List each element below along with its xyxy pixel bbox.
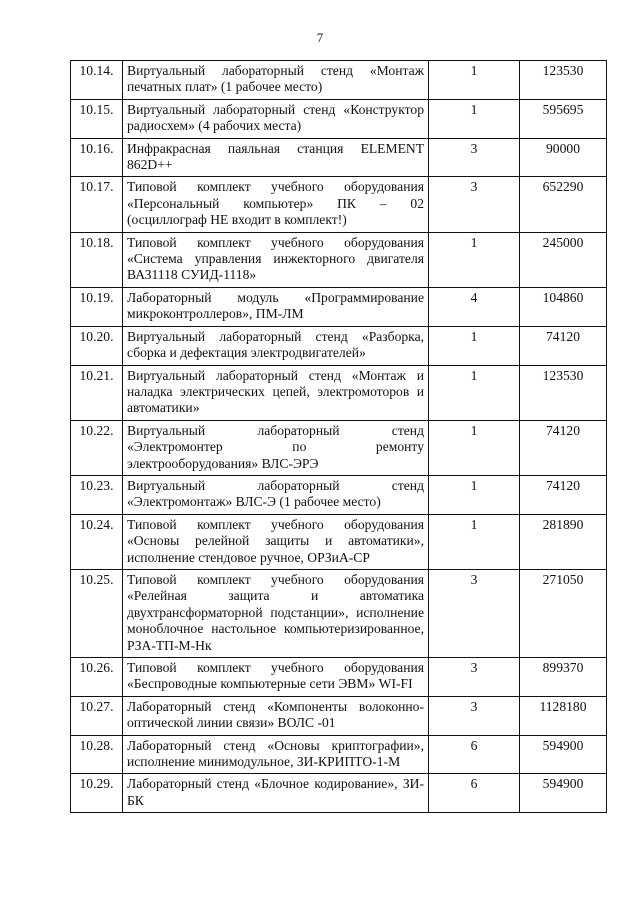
- item-name: Лабораторный модуль «Программирование микроконтроллеров», ПМ-ЛМ: [123, 287, 429, 326]
- item-quantity: 1: [429, 475, 520, 514]
- item-name: Типовой комплект учебного оборудования «Основы релейной защиты и автоматики», исполнение стендовое ручное, ОРЗиА-СР: [123, 514, 429, 569]
- item-price: 899370: [520, 658, 607, 697]
- row-number: 10.28.: [71, 735, 123, 774]
- row-number: 10.14.: [71, 61, 123, 100]
- row-number: 10.22.: [71, 420, 123, 475]
- table-row: [71, 475, 607, 514]
- item-quantity: 1: [429, 326, 520, 365]
- row-number: 10.27.: [71, 696, 123, 735]
- item-quantity: 1: [429, 61, 520, 100]
- item-price: 271050: [520, 569, 607, 657]
- item-quantity: 1: [429, 514, 520, 569]
- item-name: Лабораторный стенд «Основы криптографии», исполнение минимодульное, ЗИ-КРИПТО-1-М: [123, 735, 429, 774]
- item-quantity: 6: [429, 774, 520, 813]
- table-row: [71, 420, 607, 475]
- item-price: 123530: [520, 61, 607, 100]
- item-quantity: 3: [429, 658, 520, 697]
- row-number: 10.16.: [71, 138, 123, 177]
- table-row: [71, 232, 607, 287]
- item-quantity: 3: [429, 696, 520, 735]
- item-name: Виртуальный лабораторный стенд «Монтаж печатных плат» (1 рабочее место): [123, 61, 429, 100]
- item-price: 245000: [520, 232, 607, 287]
- item-price: 74120: [520, 326, 607, 365]
- row-number: 10.18.: [71, 232, 123, 287]
- item-price: 1128180: [520, 696, 607, 735]
- table-row: [71, 365, 607, 420]
- table-row: [71, 696, 607, 735]
- table-row: [71, 287, 607, 326]
- table-row: [71, 99, 607, 138]
- item-quantity: 1: [429, 420, 520, 475]
- item-price: 594900: [520, 735, 607, 774]
- row-number: 10.17.: [71, 177, 123, 232]
- row-number: 10.19.: [71, 287, 123, 326]
- item-price: 74120: [520, 420, 607, 475]
- item-quantity: 1: [429, 365, 520, 420]
- item-quantity: 3: [429, 569, 520, 657]
- equipment-table-body: [71, 61, 607, 813]
- item-price: 594900: [520, 774, 607, 813]
- table-row: [71, 569, 607, 657]
- item-quantity: 6: [429, 735, 520, 774]
- table-row: [71, 177, 607, 232]
- row-number: 10.24.: [71, 514, 123, 569]
- item-name: Типовой комплект учебного оборудования «Релейная защита и автоматика двухтрансформаторной подстанции», исполнение моноблочное настольное компьютеризированное, РЗА-ТП-М-Нк: [123, 569, 429, 657]
- item-price: 90000: [520, 138, 607, 177]
- item-name: Лабораторный стенд «Компоненты волоконно-оптической линии связи» ВОЛС -01: [123, 696, 429, 735]
- item-price: 104860: [520, 287, 607, 326]
- item-name: Типовой комплект учебного оборудования «Система управления инжекторного двигателя ВАЗ1118 СУИД-1118»: [123, 232, 429, 287]
- row-number: 10.29.: [71, 774, 123, 813]
- item-name: Типовой комплект учебного оборудования «Беспроводные компьютерные сети ЭВМ» WI-FI: [123, 658, 429, 697]
- row-number: 10.23.: [71, 475, 123, 514]
- item-price: 652290: [520, 177, 607, 232]
- item-name: Виртуальный лабораторный стенд «Монтаж и наладка электрических цепей, электромоторов и автоматики»: [123, 365, 429, 420]
- item-name: Типовой комплект учебного оборудования «Персональный компьютер» ПК – 02 (осциллограф НЕ входит в комплект!): [123, 177, 429, 232]
- row-number: 10.20.: [71, 326, 123, 365]
- item-price: 595695: [520, 99, 607, 138]
- item-price: 123530: [520, 365, 607, 420]
- item-quantity: 3: [429, 177, 520, 232]
- item-price: 281890: [520, 514, 607, 569]
- item-quantity: 1: [429, 99, 520, 138]
- page-number: 7: [316, 30, 324, 45]
- table-row: [71, 138, 607, 177]
- item-name: Виртуальный лабораторный стенд «Разборка, сборка и дефектация электродвигателей»: [123, 326, 429, 365]
- table-row: [71, 774, 607, 813]
- item-price: 74120: [520, 475, 607, 514]
- item-name: Лабораторный стенд «Блочное кодирование», ЗИ-БК: [123, 774, 429, 813]
- item-name: Виртуальный лабораторный стенд «Конструктор радиосхем» (4 рабочих места): [123, 99, 429, 138]
- item-quantity: 1: [429, 232, 520, 287]
- table-row: [71, 658, 607, 697]
- table-row: [71, 61, 607, 100]
- table-row: [71, 514, 607, 569]
- item-quantity: 4: [429, 287, 520, 326]
- item-name: Инфракрасная паяльная станция ELEMENT 862D++: [123, 138, 429, 177]
- equipment-table: [70, 60, 607, 813]
- table-row: [71, 326, 607, 365]
- row-number: 10.21.: [71, 365, 123, 420]
- item-name: Виртуальный лабораторный стенд «Электромонтер по ремонту электрооборудования» ВЛС-ЭРЭ: [123, 420, 429, 475]
- table-row: [71, 735, 607, 774]
- item-name: Виртуальный лабораторный стенд «Электромонтаж» ВЛС-Э (1 рабочее место): [123, 475, 429, 514]
- row-number: 10.15.: [71, 99, 123, 138]
- item-quantity: 3: [429, 138, 520, 177]
- row-number: 10.26.: [71, 658, 123, 697]
- row-number: 10.25.: [71, 569, 123, 657]
